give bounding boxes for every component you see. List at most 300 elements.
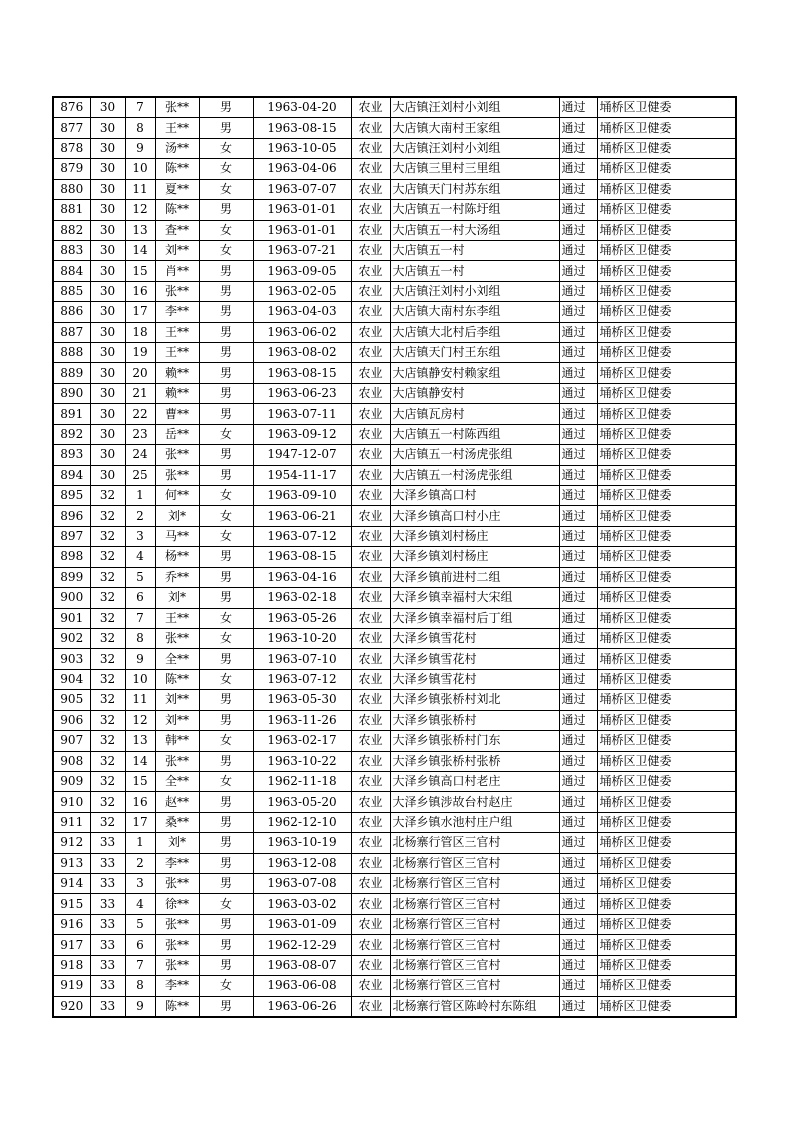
gender-cell: 女 [199, 506, 253, 526]
gender-cell: 男 [199, 302, 253, 322]
authority-cell: 埇桥区卫健委 [597, 118, 736, 138]
birth-date-cell: 1963-01-09 [253, 914, 351, 934]
group-cell: 30 [90, 159, 125, 179]
sequence-cell: 2 [125, 853, 155, 873]
row-number-cell: 894 [53, 465, 90, 485]
address-cell: 大店镇三里村三里组 [390, 159, 559, 179]
status-cell: 通过 [559, 281, 597, 301]
table-row [53, 302, 736, 322]
authority-cell: 埇桥区卫健委 [597, 322, 736, 342]
birth-date-cell: 1954-11-17 [253, 465, 351, 485]
status-cell: 通过 [559, 465, 597, 485]
group-cell: 30 [90, 179, 125, 199]
table-row [53, 404, 736, 424]
sequence-cell: 10 [125, 159, 155, 179]
row-number-cell: 903 [53, 649, 90, 669]
occupation-cell: 农业 [351, 220, 390, 240]
sequence-cell: 11 [125, 179, 155, 199]
row-number-cell: 888 [53, 343, 90, 363]
row-number-cell: 895 [53, 486, 90, 506]
table-row [53, 363, 736, 383]
address-cell: 大泽乡镇刘村杨庄 [390, 547, 559, 567]
occupation-cell: 农业 [351, 567, 390, 587]
occupation-cell: 农业 [351, 159, 390, 179]
birth-date-cell: 1963-09-10 [253, 486, 351, 506]
status-cell: 通过 [559, 97, 597, 118]
birth-date-cell: 1963-05-20 [253, 792, 351, 812]
authority-cell: 埇桥区卫健委 [597, 833, 736, 853]
authority-cell: 埇桥区卫健委 [597, 853, 736, 873]
address-cell: 大店镇五一村陈圩组 [390, 200, 559, 220]
group-cell: 33 [90, 833, 125, 853]
sequence-cell: 17 [125, 302, 155, 322]
status-cell: 通过 [559, 179, 597, 199]
group-cell: 33 [90, 976, 125, 996]
sequence-cell: 1 [125, 833, 155, 853]
address-cell: 北杨寨行管区三官村 [390, 935, 559, 955]
address-cell: 北杨寨行管区陈岭村东陈组 [390, 996, 559, 1017]
status-cell: 通过 [559, 792, 597, 812]
occupation-cell: 农业 [351, 608, 390, 628]
table-row [53, 424, 736, 444]
sequence-cell: 15 [125, 771, 155, 791]
authority-cell: 埇桥区卫健委 [597, 383, 736, 403]
address-cell: 大店镇大北村后李组 [390, 322, 559, 342]
sequence-cell: 24 [125, 445, 155, 465]
name-cell: 张** [155, 914, 199, 934]
occupation-cell: 农业 [351, 383, 390, 403]
row-number-cell: 887 [53, 322, 90, 342]
sequence-cell: 8 [125, 976, 155, 996]
authority-cell: 埇桥区卫健委 [597, 486, 736, 506]
sequence-cell: 22 [125, 404, 155, 424]
group-cell: 30 [90, 240, 125, 260]
address-cell: 大店镇天门村王东组 [390, 343, 559, 363]
gender-cell: 女 [199, 731, 253, 751]
sequence-cell: 15 [125, 261, 155, 281]
group-cell: 32 [90, 526, 125, 546]
group-cell: 30 [90, 138, 125, 158]
status-cell: 通过 [559, 363, 597, 383]
row-number-cell: 877 [53, 118, 90, 138]
gender-cell: 女 [199, 424, 253, 444]
row-number-cell: 920 [53, 996, 90, 1017]
occupation-cell: 农业 [351, 404, 390, 424]
status-cell: 通过 [559, 118, 597, 138]
birth-date-cell: 1963-10-05 [253, 138, 351, 158]
row-number-cell: 910 [53, 792, 90, 812]
name-cell: 王** [155, 343, 199, 363]
birth-date-cell: 1963-07-08 [253, 874, 351, 894]
status-cell: 通过 [559, 955, 597, 975]
address-cell: 大店镇汪刘村小刘组 [390, 281, 559, 301]
gender-cell: 男 [199, 996, 253, 1017]
group-cell: 33 [90, 874, 125, 894]
birth-date-cell: 1963-09-12 [253, 424, 351, 444]
row-number-cell: 906 [53, 710, 90, 730]
birth-date-cell: 1963-10-20 [253, 628, 351, 648]
authority-cell: 埇桥区卫健委 [597, 547, 736, 567]
address-cell: 北杨寨行管区三官村 [390, 833, 559, 853]
name-cell: 张** [155, 751, 199, 771]
birth-date-cell: 1963-11-26 [253, 710, 351, 730]
table-row [53, 731, 736, 751]
address-cell: 大泽乡镇张桥村张桥 [390, 751, 559, 771]
row-number-cell: 904 [53, 669, 90, 689]
sequence-cell: 8 [125, 628, 155, 648]
status-cell: 通过 [559, 914, 597, 934]
occupation-cell: 农业 [351, 424, 390, 444]
table-row [53, 322, 736, 342]
status-cell: 通过 [559, 874, 597, 894]
status-cell: 通过 [559, 261, 597, 281]
sequence-cell: 7 [125, 955, 155, 975]
group-cell: 33 [90, 894, 125, 914]
row-number-cell: 881 [53, 200, 90, 220]
status-cell: 通过 [559, 526, 597, 546]
row-number-cell: 917 [53, 935, 90, 955]
table-row [53, 383, 736, 403]
name-cell: 刘** [155, 240, 199, 260]
sequence-cell: 4 [125, 547, 155, 567]
group-cell: 33 [90, 935, 125, 955]
row-number-cell: 901 [53, 608, 90, 628]
gender-cell: 男 [199, 588, 253, 608]
birth-date-cell: 1963-08-07 [253, 955, 351, 975]
group-cell: 32 [90, 649, 125, 669]
sequence-cell: 17 [125, 812, 155, 832]
gender-cell: 男 [199, 955, 253, 975]
occupation-cell: 农业 [351, 526, 390, 546]
authority-cell: 埇桥区卫健委 [597, 179, 736, 199]
status-cell: 通过 [559, 649, 597, 669]
occupation-cell: 农业 [351, 465, 390, 485]
gender-cell: 男 [199, 833, 253, 853]
table-row [53, 710, 736, 730]
gender-cell: 男 [199, 343, 253, 363]
gender-cell: 男 [199, 567, 253, 587]
row-number-cell: 880 [53, 179, 90, 199]
occupation-cell: 农业 [351, 833, 390, 853]
address-cell: 大店镇天门村苏东组 [390, 179, 559, 199]
group-cell: 30 [90, 383, 125, 403]
occupation-cell: 农业 [351, 914, 390, 934]
table-row [53, 281, 736, 301]
name-cell: 何** [155, 486, 199, 506]
sequence-cell: 16 [125, 281, 155, 301]
table-row [53, 955, 736, 975]
gender-cell: 男 [199, 710, 253, 730]
gender-cell: 男 [199, 363, 253, 383]
authority-cell: 埇桥区卫健委 [597, 159, 736, 179]
table-row [53, 608, 736, 628]
gender-cell: 男 [199, 853, 253, 873]
sequence-cell: 9 [125, 138, 155, 158]
status-cell: 通过 [559, 935, 597, 955]
status-cell: 通过 [559, 731, 597, 751]
row-number-cell: 908 [53, 751, 90, 771]
status-cell: 通过 [559, 833, 597, 853]
gender-cell: 男 [199, 118, 253, 138]
status-cell: 通过 [559, 445, 597, 465]
row-number-cell: 890 [53, 383, 90, 403]
row-number-cell: 889 [53, 363, 90, 383]
gender-cell: 女 [199, 486, 253, 506]
occupation-cell: 农业 [351, 731, 390, 751]
address-cell: 大泽乡镇幸福村大宋组 [390, 588, 559, 608]
row-number-cell: 900 [53, 588, 90, 608]
authority-cell: 埇桥区卫健委 [597, 976, 736, 996]
birth-date-cell: 1963-05-26 [253, 608, 351, 628]
table-row [53, 853, 736, 873]
sequence-cell: 5 [125, 914, 155, 934]
row-number-cell: 919 [53, 976, 90, 996]
name-cell: 夏** [155, 179, 199, 199]
authority-cell: 埇桥区卫健委 [597, 404, 736, 424]
table-row [53, 751, 736, 771]
address-cell: 大店镇汪刘村小刘组 [390, 138, 559, 158]
authority-cell: 埇桥区卫健委 [597, 690, 736, 710]
status-cell: 通过 [559, 996, 597, 1017]
group-cell: 30 [90, 343, 125, 363]
status-cell: 通过 [559, 894, 597, 914]
row-number-cell: 896 [53, 506, 90, 526]
status-cell: 通过 [559, 771, 597, 791]
occupation-cell: 农业 [351, 322, 390, 342]
table-row [53, 649, 736, 669]
group-cell: 30 [90, 302, 125, 322]
row-number-cell: 907 [53, 731, 90, 751]
authority-cell: 埇桥区卫健委 [597, 138, 736, 158]
name-cell: 杨** [155, 547, 199, 567]
sequence-cell: 6 [125, 935, 155, 955]
name-cell: 徐** [155, 894, 199, 914]
group-cell: 30 [90, 97, 125, 118]
birth-date-cell: 1963-06-02 [253, 322, 351, 342]
authority-cell: 埇桥区卫健委 [597, 465, 736, 485]
name-cell: 李** [155, 976, 199, 996]
name-cell: 马** [155, 526, 199, 546]
gender-cell: 男 [199, 465, 253, 485]
sequence-cell: 12 [125, 710, 155, 730]
group-cell: 30 [90, 118, 125, 138]
address-cell: 北杨寨行管区三官村 [390, 894, 559, 914]
sequence-cell: 13 [125, 731, 155, 751]
name-cell: 王** [155, 608, 199, 628]
gender-cell: 女 [199, 894, 253, 914]
gender-cell: 男 [199, 874, 253, 894]
birth-date-cell: 1962-11-18 [253, 771, 351, 791]
birth-date-cell: 1963-02-17 [253, 731, 351, 751]
sequence-cell: 5 [125, 567, 155, 587]
name-cell: 张** [155, 874, 199, 894]
gender-cell: 男 [199, 383, 253, 403]
name-cell: 查** [155, 220, 199, 240]
authority-cell: 埇桥区卫健委 [597, 445, 736, 465]
group-cell: 32 [90, 731, 125, 751]
address-cell: 北杨寨行管区三官村 [390, 914, 559, 934]
authority-cell: 埇桥区卫健委 [597, 812, 736, 832]
sequence-cell: 8 [125, 118, 155, 138]
address-cell: 北杨寨行管区三官村 [390, 976, 559, 996]
group-cell: 32 [90, 710, 125, 730]
name-cell: 张** [155, 628, 199, 648]
birth-date-cell: 1963-09-05 [253, 261, 351, 281]
table-row [53, 567, 736, 587]
sequence-cell: 23 [125, 424, 155, 444]
status-cell: 通过 [559, 608, 597, 628]
occupation-cell: 农业 [351, 649, 390, 669]
table-row [53, 220, 736, 240]
occupation-cell: 农业 [351, 771, 390, 791]
occupation-cell: 农业 [351, 118, 390, 138]
occupation-cell: 农业 [351, 669, 390, 689]
authority-cell: 埇桥区卫健委 [597, 771, 736, 791]
group-cell: 30 [90, 200, 125, 220]
address-cell: 大店镇五一村汤虎张组 [390, 445, 559, 465]
address-cell: 大泽乡镇涉故台村赵庄 [390, 792, 559, 812]
gender-cell: 男 [199, 200, 253, 220]
name-cell: 陈** [155, 996, 199, 1017]
birth-date-cell: 1963-07-07 [253, 179, 351, 199]
name-cell: 刘** [155, 690, 199, 710]
birth-date-cell: 1963-04-16 [253, 567, 351, 587]
birth-date-cell: 1963-01-01 [253, 220, 351, 240]
row-number-cell: 884 [53, 261, 90, 281]
authority-cell: 埇桥区卫健委 [597, 97, 736, 118]
group-cell: 30 [90, 363, 125, 383]
birth-date-cell: 1963-05-30 [253, 690, 351, 710]
gender-cell: 女 [199, 526, 253, 546]
table-row [53, 628, 736, 648]
address-cell: 大店镇五一村大汤组 [390, 220, 559, 240]
gender-cell: 女 [199, 608, 253, 628]
table-row [53, 118, 736, 138]
row-number-cell: 883 [53, 240, 90, 260]
gender-cell: 男 [199, 690, 253, 710]
name-cell: 陈** [155, 669, 199, 689]
row-number-cell: 909 [53, 771, 90, 791]
authority-cell: 埇桥区卫健委 [597, 261, 736, 281]
status-cell: 通过 [559, 506, 597, 526]
birth-date-cell: 1963-02-18 [253, 588, 351, 608]
table-row [53, 588, 736, 608]
status-cell: 通过 [559, 628, 597, 648]
status-cell: 通过 [559, 220, 597, 240]
status-cell: 通过 [559, 853, 597, 873]
row-number-cell: 882 [53, 220, 90, 240]
name-cell: 张** [155, 955, 199, 975]
occupation-cell: 农业 [351, 690, 390, 710]
address-cell: 大店镇静安村赖家组 [390, 363, 559, 383]
name-cell: 王** [155, 118, 199, 138]
authority-cell: 埇桥区卫健委 [597, 955, 736, 975]
table-row [53, 771, 736, 791]
sequence-cell: 19 [125, 343, 155, 363]
authority-cell: 埇桥区卫健委 [597, 628, 736, 648]
birth-date-cell: 1962-12-29 [253, 935, 351, 955]
table-row [53, 486, 736, 506]
birth-date-cell: 1963-07-12 [253, 669, 351, 689]
birth-date-cell: 1963-06-08 [253, 976, 351, 996]
birth-date-cell: 1963-07-11 [253, 404, 351, 424]
occupation-cell: 农业 [351, 343, 390, 363]
sequence-cell: 12 [125, 200, 155, 220]
occupation-cell: 农业 [351, 179, 390, 199]
name-cell: 肖** [155, 261, 199, 281]
status-cell: 通过 [559, 404, 597, 424]
occupation-cell: 农业 [351, 547, 390, 567]
address-cell: 大店镇静安村 [390, 383, 559, 403]
group-cell: 30 [90, 322, 125, 342]
gender-cell: 女 [199, 159, 253, 179]
status-cell: 通过 [559, 812, 597, 832]
gender-cell: 女 [199, 220, 253, 240]
gender-cell: 女 [199, 976, 253, 996]
name-cell: 李** [155, 853, 199, 873]
table-row [53, 159, 736, 179]
address-cell: 大泽乡镇高口村老庄 [390, 771, 559, 791]
authority-cell: 埇桥区卫健委 [597, 424, 736, 444]
table-row [53, 138, 736, 158]
name-cell: 韩** [155, 731, 199, 751]
address-cell: 大泽乡镇张桥村门东 [390, 731, 559, 751]
occupation-cell: 农业 [351, 853, 390, 873]
table-row [53, 690, 736, 710]
sequence-cell: 1 [125, 486, 155, 506]
row-number-cell: 897 [53, 526, 90, 546]
name-cell: 刘* [155, 588, 199, 608]
row-number-cell: 899 [53, 567, 90, 587]
name-cell: 赖** [155, 363, 199, 383]
sequence-cell: 2 [125, 506, 155, 526]
group-cell: 32 [90, 792, 125, 812]
address-cell: 大店镇大南村东李组 [390, 302, 559, 322]
occupation-cell: 农业 [351, 445, 390, 465]
address-cell: 北杨寨行管区三官村 [390, 853, 559, 873]
table-row [53, 526, 736, 546]
gender-cell: 女 [199, 628, 253, 648]
name-cell: 张** [155, 935, 199, 955]
gender-cell: 男 [199, 547, 253, 567]
gender-cell: 女 [199, 240, 253, 260]
table-row [53, 669, 736, 689]
authority-cell: 埇桥区卫健委 [597, 996, 736, 1017]
birth-date-cell: 1963-08-02 [253, 343, 351, 363]
gender-cell: 男 [199, 812, 253, 832]
occupation-cell: 农业 [351, 710, 390, 730]
sequence-cell: 20 [125, 363, 155, 383]
gender-cell: 男 [199, 404, 253, 424]
birth-date-cell: 1963-07-10 [253, 649, 351, 669]
address-cell: 大店镇五一村 [390, 240, 559, 260]
name-cell: 张** [155, 445, 199, 465]
table-row [53, 506, 736, 526]
group-cell: 32 [90, 628, 125, 648]
address-cell: 大店镇大南村王家组 [390, 118, 559, 138]
table-row [53, 914, 736, 934]
row-number-cell: 916 [53, 914, 90, 934]
status-cell: 通过 [559, 690, 597, 710]
table-row [53, 874, 736, 894]
gender-cell: 女 [199, 179, 253, 199]
occupation-cell: 农业 [351, 486, 390, 506]
sequence-cell: 10 [125, 669, 155, 689]
sequence-cell: 21 [125, 383, 155, 403]
gender-cell: 男 [199, 649, 253, 669]
sequence-cell: 6 [125, 588, 155, 608]
row-number-cell: 911 [53, 812, 90, 832]
